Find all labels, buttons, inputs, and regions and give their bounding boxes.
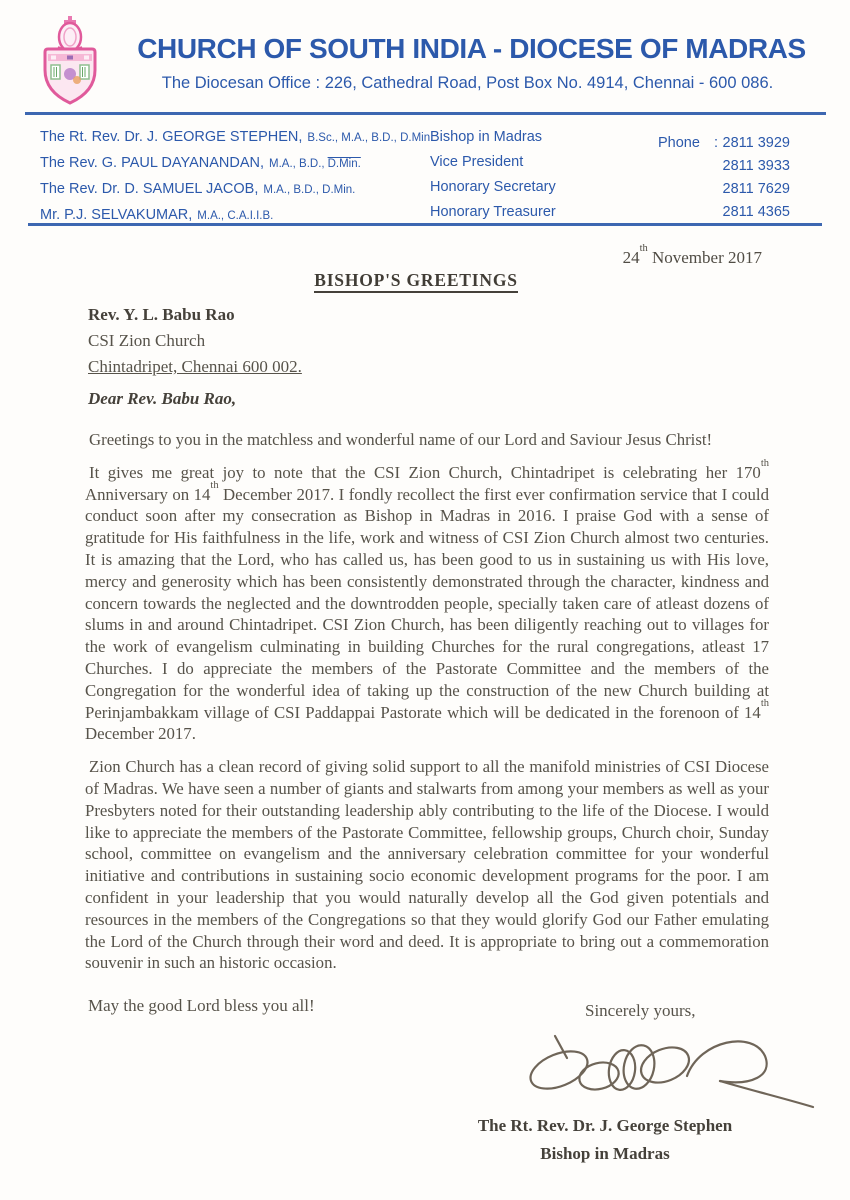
official-credentials: B.Sc., M.A., B.D., D.Min. [307,132,434,144]
letter-date: 24th November 2017 [622,243,762,267]
phone-number: 2811 3929 [722,135,790,151]
signature-scribble-icon [515,1028,815,1123]
paragraph: It gives me great joy to note that the CSI Zion Church, Chintadripet is celebrating her 170th Anniversary on 14th December 2017. I fondly recollect the first ever confirmation service that I could conduct soon after my consecration as Bishop in Madras in 2016. I praise God with a sense of gratitude for His faithfulness in the life, work and witness of CSI Zion Church almost two centuries. It is amazing that the Lord, who has called us, has been good to us in sustaining us with His love, mercy and generosity which has been consistently demonstrated through the character, kindness and concern towards the neglected and the downtrodden people, specially taken care of atleast dozens of slums in and around Chintadripet. CSI Zion Church, has been diligently reaching out to villages for the work of evangelism culminating in building Churches for the rural congregations, atleast 17 Churches. I do appreciate the members of the Pastorate Committee and the members of the Congregation for the wonderful idea of taking up the construction of the new Church building at Perinjambakkam village of CSI Paddappai Pastorate which will be dedicated in the forenoon of 14th December 2017. [85,458,769,744]
official-name: The Rev. G. PAUL DAYANANDAN, [40,155,264,171]
official-credentials: M.A., B.D., [269,158,325,170]
closing-valediction: Sincerely yours, [585,1001,696,1020]
addressee-name: Rev. Y. L. Babu Rao [88,305,235,324]
paragraph: Greetings to you in the matchless and wonderful name of our Lord and Saviour Jesus Christ! [89,430,713,449]
phone-row [658,132,790,155]
official-row [40,177,433,203]
addressee-line: CSI Zion Church [88,331,206,350]
official-name: Mr. P.J. SELVAKUMAR, [40,207,193,223]
official-row [40,125,433,151]
official-credentials: M.A., B.D., D.Min. [263,184,356,196]
office-address-line: The Diocesan Office : 226, Cathedral Road, Post Box No. 4914, Chennai - 600 086. [161,74,774,92]
official-name: The Rev. Dr. D. SAMUEL JACOB, [40,181,259,197]
phone-number: 2811 4365 [722,204,790,220]
phone-row [658,178,790,201]
phone-number: 2811 7629 [722,181,790,197]
official-titles-list [430,125,556,225]
header-divider-bottom [28,223,822,226]
signer-name: The Rt. Rev. Dr. J. George Stephen [477,1116,733,1135]
diocese-crest-icon [38,14,102,108]
official-title: Honorary Treasurer [430,204,556,220]
signer-title: Bishop in Madras [540,1144,670,1163]
signature-block [460,1112,750,1168]
letter-body [85,429,769,974]
phone-label: Phone [658,135,700,151]
officials-list [40,125,433,229]
header-divider-top [25,112,826,115]
phone-block [658,132,790,224]
official-credentials: M.A., C.A.I.I.B. [197,210,274,222]
org-name: CHURCH OF SOUTH INDIA - DIOCESE OF MADRAS [137,33,806,64]
official-title: Vice President [430,154,524,170]
phone-row [658,201,790,224]
addressee-block [88,302,302,380]
phone-number: 2811 3933 [722,158,790,174]
phone-separator: : [713,135,718,151]
salutation: Dear Rev. Babu Rao, [88,389,237,408]
official-row [40,151,433,177]
official-name: The Rt. Rev. Dr. J. GEORGE STEPHEN, [40,129,303,145]
addressee-line-underlined: Chintadripet, Chennai 600 002. [88,357,302,376]
official-title: Bishop in Madras [430,129,543,145]
paragraph: Zion Church has a clean record of giving solid support to all the manifold ministries of CSI Diocese of Madras. We have seen a number of giants and stalwarts from among your members as well as your Presbyters noted for their outstanding leadership ably contributing to the life of the Diocese. I would like to appreciate the members of the Pastorate Committee, fellowship groups, Church choir, Sunday school, committee on evangelism and the anniversary celebration committee for your wonderful initiative and contributions in sustaining socio economic development programs for the poor. I am confident in your leadership that you would naturally develop all the God given potentials and resources in the members of the Congregations so that they would glorify God our Father emulating the Lord of the Church through their word and deed. It is appropriate to bring out a commemoration souvenir in such an historic occasion. [85,757,769,973]
official-title: Honorary Secretary [430,179,556,195]
phone-row [658,155,790,178]
closing-blessing: May the good Lord bless you all! [88,996,315,1015]
official-credentials-overlined: D.Min. [327,158,361,170]
letter-heading: BISHOP'S GREETINGS [0,270,832,291]
